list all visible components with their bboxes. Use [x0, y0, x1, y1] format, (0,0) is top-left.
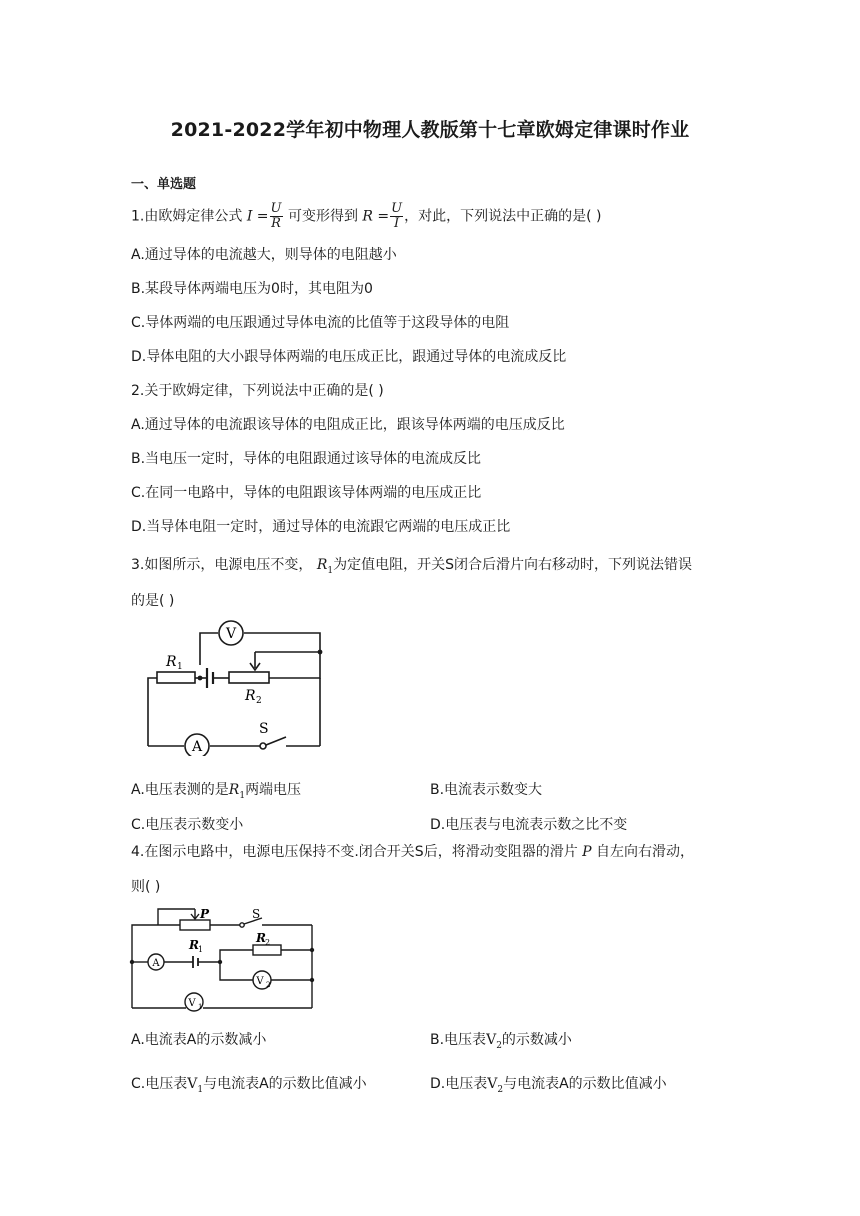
q1-f1-numerator: U	[270, 201, 282, 216]
q4-p-label: P	[200, 907, 210, 921]
section-heading: 一、单选题	[131, 177, 197, 192]
q4-option-d-sub: 2	[497, 1084, 504, 1095]
q4-r1-sub: 1	[198, 945, 204, 954]
q1-mid: 可变形得到	[287, 208, 358, 225]
q1-f1-denominator: R	[271, 216, 281, 231]
q4-option-d-symbol: V	[487, 1076, 498, 1092]
q3-option-a	[131, 781, 301, 805]
q4-option-a: A.电流表A的示数减小	[131, 1032, 267, 1048]
q4-stem-part2: 自左向右滑动，	[596, 844, 695, 860]
q1-prefix: 1.由欧姆定律公式	[131, 208, 243, 225]
q3-stem-line2: 的是( )	[131, 593, 175, 609]
q1-formula1-fraction	[270, 202, 283, 231]
q1-stem	[131, 202, 601, 231]
q2-option-d: D.当导体电阻一定时，通过导体的电流跟它两端的电压成正比	[131, 519, 511, 535]
q3-option-a-symbol: R	[228, 782, 240, 798]
q1-formula2-lhs: R =	[362, 208, 390, 225]
document-title: 2021-2022学年初中物理人教版第十七章欧姆定律课时作业	[170, 119, 690, 141]
q3-r2-label-sub: 2	[256, 696, 262, 706]
q4-circuit-figure	[128, 905, 320, 1015]
q3-r1-label: R	[166, 654, 177, 670]
q3-ammeter-label: A	[191, 739, 203, 755]
q3-voltmeter-label: V	[225, 626, 237, 642]
q4-v2-sub: 2	[266, 981, 271, 989]
q1-option-c: C.导体两端的电压跟通过导体电流的比值等于这段导体的电阻	[131, 315, 510, 331]
q4-option-b-post: 的示数减小	[501, 1032, 572, 1048]
q4-option-c-pre: C.电压表	[131, 1076, 188, 1092]
q4-stem-line2: 则( )	[131, 879, 161, 895]
q1-f2-numerator: U	[391, 201, 403, 216]
q3-stem	[131, 556, 692, 580]
q2-option-b: B.当电压一定时，导体的电阻跟通过该导体的电流成反比	[131, 451, 482, 467]
q4-option-d-post: 与电流表A的示数比值减小	[503, 1076, 667, 1092]
q2-option-a: A.通过导体的电流跟该导体的电阻成正比，跟该导体两端的电压成反比	[131, 417, 565, 433]
q1-option-d: D.导体电阻的大小跟导体两端的电压成正比，跟通过导体的电流成反比	[131, 349, 567, 365]
q3-r1-symbol: R	[316, 557, 328, 573]
q4-v1-label: V	[188, 998, 196, 1009]
q4-junction-dot	[310, 948, 314, 952]
q3-r1-subscript: 1	[327, 565, 334, 576]
q3-option-a-pre: A.电压表测的是	[131, 782, 229, 798]
q4-option-d-pre: D.电压表	[430, 1076, 488, 1092]
q3-r2-label: R	[245, 688, 256, 704]
q4-ammeter-label: A	[152, 958, 160, 969]
q3-option-a-post: 两端电压	[245, 782, 302, 798]
q4-junction-dot	[218, 960, 222, 964]
q1-formula2-fraction	[390, 202, 403, 231]
q4-switch-label: S	[252, 907, 261, 921]
q4-option-d	[430, 1075, 667, 1099]
q4-junction-dot	[130, 960, 134, 964]
q3-option-c: C.电压表示数变小	[131, 817, 244, 833]
q1-formula1-lhs: I =	[246, 208, 269, 225]
q2-stem: 2.关于欧姆定律，下列说法中正确的是( )	[131, 383, 384, 399]
q1-f2-denominator: I	[394, 216, 400, 231]
q3-switch-label: S	[259, 721, 269, 737]
q4-option-c-symbol: V	[187, 1076, 198, 1092]
q4-option-b-sub: 2	[496, 1040, 502, 1051]
q4-r1-label: R	[189, 938, 199, 952]
q4-junction-dot	[310, 978, 314, 982]
q3-junction-dot	[318, 650, 323, 655]
q1-suffix: ，对此，下列说法中正确的是( )	[404, 208, 602, 225]
q4-v2-label: V	[256, 976, 264, 987]
q4-option-c-post: 与电流表A的示数比值减小	[203, 1076, 367, 1092]
q3-option-b: B.电流表示数变大	[430, 782, 543, 798]
q4-option-b	[430, 1031, 572, 1055]
q4-r2-sub: 2	[265, 938, 271, 947]
q3-option-d: D.电压表与电流表示数之比不变	[430, 817, 628, 833]
q4-option-b-symbol: V	[486, 1032, 497, 1048]
q1-option-a: A.通过导体的电流越大，则导体的电阻越小	[131, 247, 397, 263]
q4-option-c-sub: 1	[197, 1084, 204, 1095]
q4-v1-sub: 1	[198, 1003, 203, 1011]
q4-p-symbol: P	[582, 844, 592, 860]
q3-stem-part2: 为定值电阻，开关S闭合后滑片向右移动时，下列说法错误	[333, 557, 692, 573]
q3-junction-dot	[198, 676, 203, 681]
q4-option-b-pre: B.电压表	[430, 1032, 487, 1048]
q3-circuit-figure	[140, 618, 330, 756]
q3-option-a-sub: 1	[239, 790, 246, 801]
q4-stem-part1: 4.在图示电路中，电源电压保持不变.闭合开关S后，将滑动变阻器的滑片	[131, 844, 578, 860]
q4-option-c	[131, 1075, 367, 1099]
q4-stem	[131, 843, 694, 861]
q2-option-c: C.在同一电路中，导体的电阻跟该导体两端的电压成正比	[131, 485, 482, 501]
q3-r1-label-sub: 1	[177, 662, 183, 672]
q3-stem-part1: 3.如图所示，电源电压不变，	[131, 557, 313, 573]
q4-r2-label: R	[256, 931, 266, 945]
q1-option-b: B.某段导体两端电压为0时，其电阻为0	[131, 281, 373, 297]
